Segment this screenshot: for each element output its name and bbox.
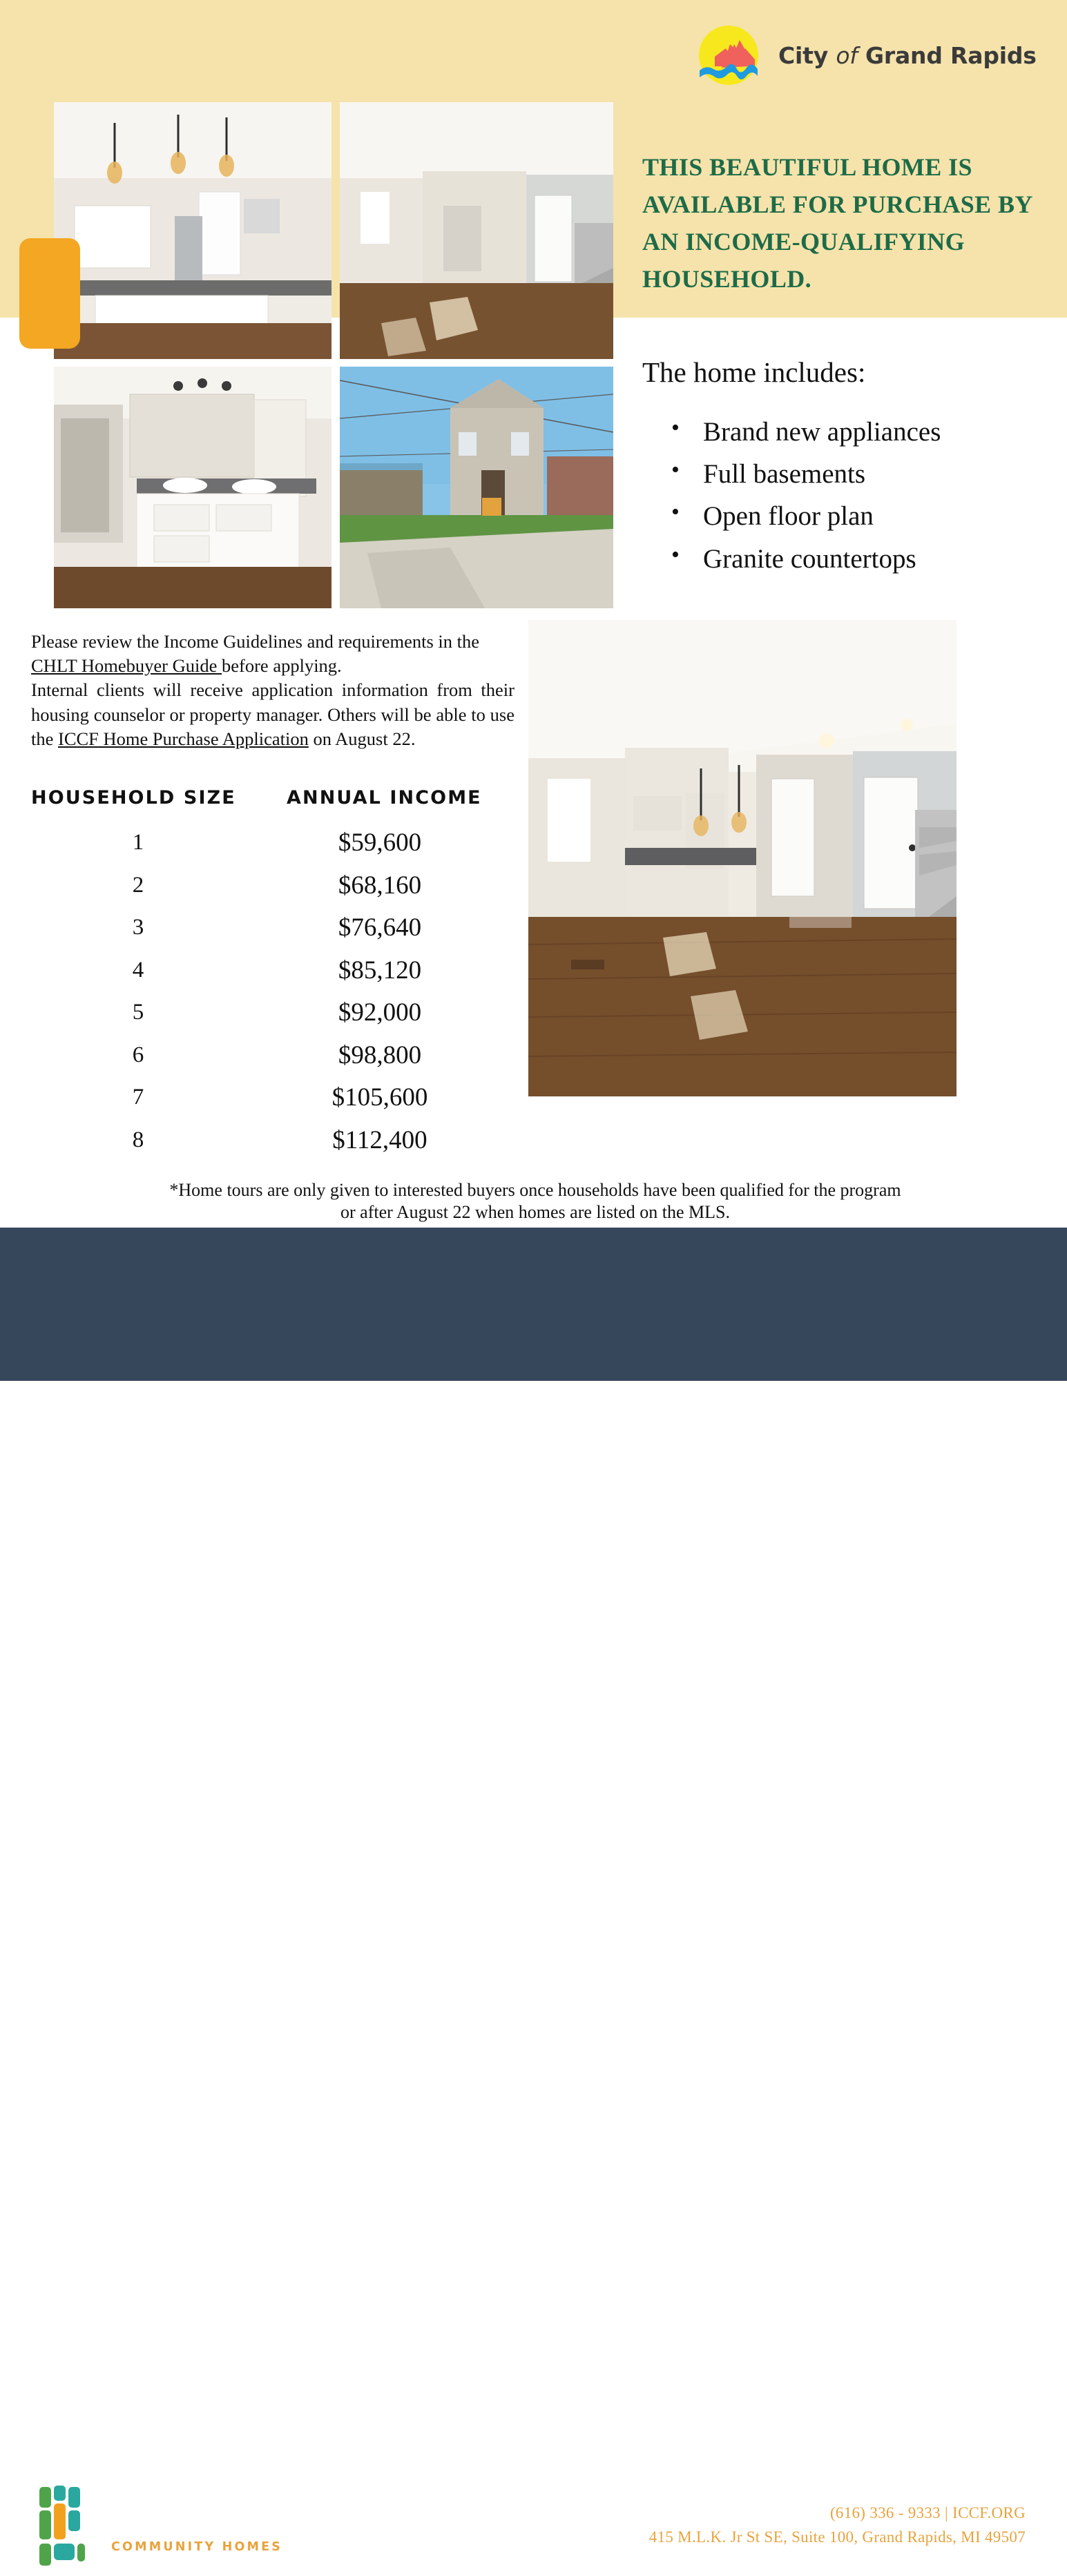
footnote: [38, 1179, 1032, 1223]
instructions-line-1: [31, 630, 515, 678]
cell-annual-income: $92,000: [338, 998, 422, 1027]
photo-living-room: [340, 102, 613, 359]
city-name-pre: City: [778, 41, 836, 69]
cell-annual-income: $112,400: [332, 1125, 427, 1154]
income-table-header: [31, 787, 515, 808]
cell-annual-income: $68,160: [338, 871, 422, 900]
cell-annual-income: $59,600: [338, 829, 422, 858]
cell-annual-income: $76,640: [338, 913, 422, 942]
grand-rapids-sun-mountain-river-icon: [694, 21, 763, 90]
cell-household-size: 6: [132, 1042, 144, 1067]
instructions-text-a: Please review the Income Guidelines and requirements in the: [31, 631, 480, 652]
city-name-text: [778, 42, 1037, 69]
instructions-text-c: Internal clients will receive application information from their housing counselor or property manager. Others will be able to use the: [31, 679, 515, 749]
instructions-paragraph: [31, 630, 515, 751]
footer-contact-block: [558, 2501, 1026, 2576]
cell-household-size: 3: [132, 915, 144, 940]
list-item: • Granite countertops: [663, 538, 1050, 580]
footer-address: 415 M.L.K. Jr St SE, Suite 100, Grand Rapids, MI 49507: [648, 2528, 1026, 2546]
column-header-annual-income: ANNUAL INCOME: [287, 787, 482, 808]
list-item: • Brand new appliances: [663, 411, 1050, 453]
table-row: [31, 949, 515, 992]
photo-open-living-area: [528, 620, 957, 1096]
chlt-homebuyer-guide-link[interactable]: CHLT Homebuyer Guide: [31, 655, 222, 677]
iccf-block-grid-icon: [38, 2486, 100, 2567]
list-item: • Open floor plan: [663, 495, 1050, 537]
footer-values-tagline: Equitable Opportunity | Affordable Homes | Thriving Neighborhoods: [558, 2553, 1026, 2572]
table-row: [31, 1076, 515, 1119]
photo-house-exterior: [340, 367, 613, 608]
iccf-logo: [38, 2481, 283, 2567]
cell-household-size: 7: [132, 1085, 144, 1110]
iccf-wordmark: [111, 2481, 283, 2554]
table-row: [31, 1119, 515, 1162]
table-row: [31, 864, 515, 907]
cell-annual-income: $105,600: [331, 1083, 428, 1112]
footnote-line-2: or after August 22 when homes are listed on the MLS.: [340, 1201, 730, 1222]
cell-household-size: 4: [132, 957, 144, 982]
includes-list: [663, 411, 1050, 580]
iccf-brand-text: iccf: [111, 2481, 215, 2543]
list-item: • Full basements: [663, 453, 1050, 495]
instructions-text-b: before applying.: [222, 655, 342, 677]
cell-household-size: 2: [132, 872, 144, 898]
city-name-post: Grand Rapids: [857, 41, 1037, 69]
photo-bathroom-vanity: [54, 367, 331, 608]
orange-accent-shape: [19, 238, 80, 349]
cell-household-size: 5: [132, 1000, 144, 1025]
instructions-text-d: on August 22.: [308, 728, 416, 749]
headline: THIS BEAUTIFUL HOME IS AVAILABLE FOR PURCHASE BY AN INCOME-QUALIFYING HOUSEHOLD.: [642, 153, 1032, 293]
iccf-home-purchase-application-link[interactable]: ICCF Home Purchase Application: [58, 728, 309, 749]
table-row: [31, 1034, 515, 1077]
table-row: [31, 907, 515, 949]
footnote-line-1: *Home tours are only given to interested buyers once households have been qualified for the program: [169, 1180, 901, 1200]
cell-annual-income: $85,120: [338, 956, 422, 985]
photo-kitchen: [54, 102, 331, 359]
includes-title: The home includes:: [642, 356, 866, 388]
iccf-tagline-text: COMMUNITY HOMES: [111, 2539, 283, 2554]
income-table-body: [31, 822, 515, 1161]
city-of-grand-rapids-logo: [694, 21, 1037, 90]
cell-annual-income: $98,800: [338, 1040, 422, 1069]
table-row: [31, 991, 515, 1034]
table-row: [31, 822, 515, 864]
city-name-italic: of: [836, 41, 858, 69]
cell-household-size: 1: [132, 830, 144, 855]
footer-phone-website[interactable]: (616) 336 - 9333 | ICCF.ORG: [829, 2504, 1026, 2521]
cell-household-size: 8: [132, 1127, 144, 1152]
column-header-household-size: HOUSEHOLD SIZE: [31, 787, 236, 808]
footer-bar: [0, 1228, 1067, 2572]
instructions-line-2: [31, 678, 515, 751]
